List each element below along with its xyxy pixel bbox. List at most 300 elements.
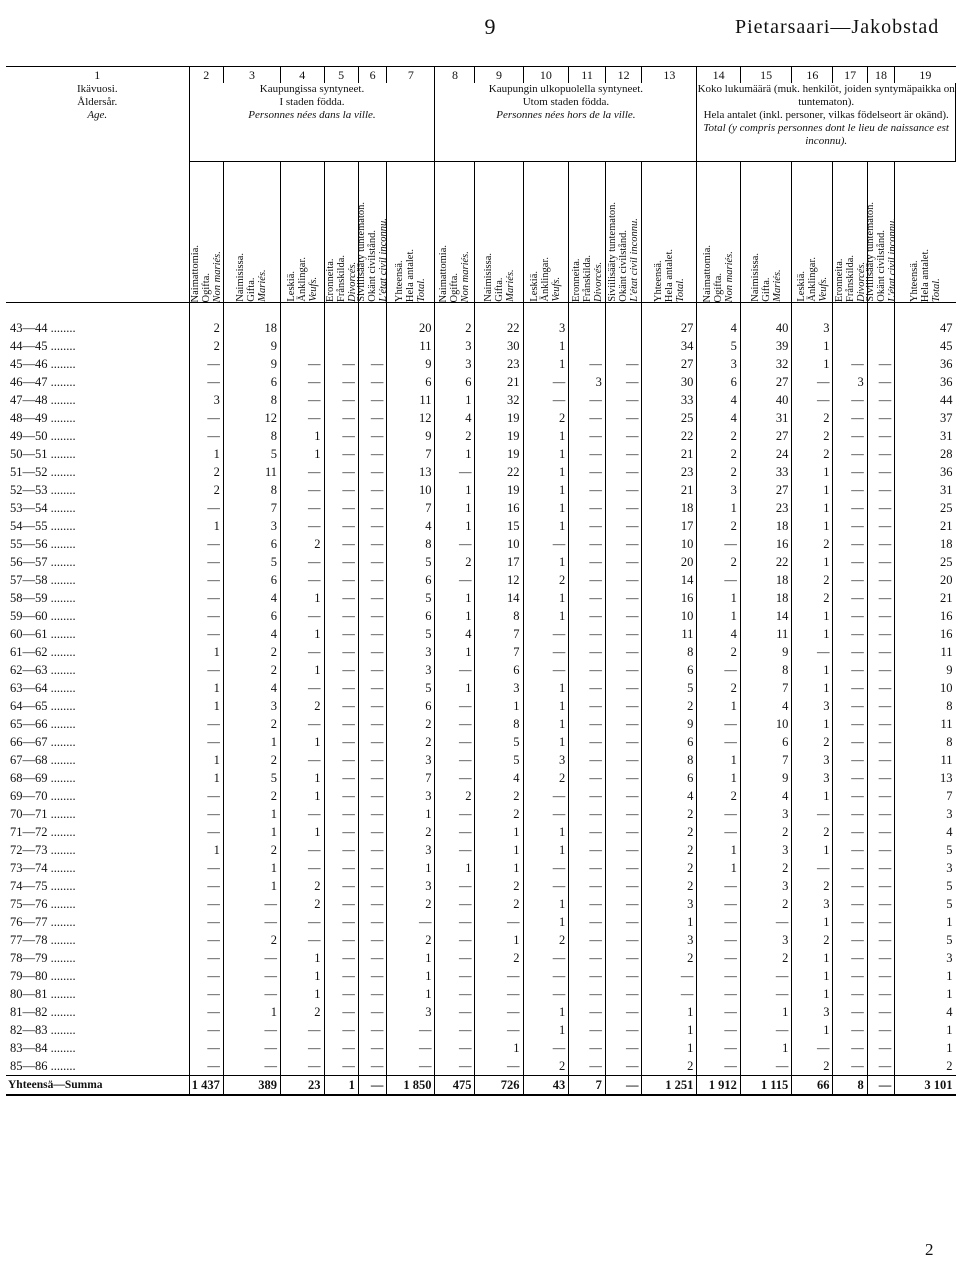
table-cell: 2: [697, 517, 740, 535]
table-row: [6, 319, 956, 337]
subheader-sv: Ogifta.: [200, 272, 212, 302]
table-cell: 2: [792, 535, 833, 553]
table-cell: —: [523, 1039, 569, 1057]
table-cell: 8: [946, 734, 953, 749]
table-cell: —: [833, 553, 867, 571]
table-cell: —: [387, 1021, 435, 1039]
table-cell: —: [697, 877, 740, 895]
table-cell: [569, 319, 606, 337]
table-cell: —: [569, 355, 606, 373]
table-cell: —: [281, 751, 324, 769]
table-row: [6, 859, 956, 877]
table-cell: —: [833, 715, 867, 733]
table-cell: 2: [387, 715, 435, 733]
age-label: [6, 445, 189, 463]
age-range: 83—84: [10, 1040, 48, 1055]
leader-dots: ........: [47, 662, 76, 677]
table-cell: —: [189, 553, 223, 571]
table-cell: 5: [475, 733, 523, 751]
table-cell: —: [358, 841, 387, 859]
table-row: [6, 931, 956, 949]
table-cell: 4: [387, 517, 435, 535]
table-cell: —: [605, 553, 642, 571]
table-cell: —: [569, 463, 606, 481]
subheader-cell: [605, 162, 642, 303]
leader-dots: ........: [47, 860, 76, 875]
table-cell: 39: [740, 337, 791, 355]
table-cell: 1: [792, 949, 833, 967]
table-cell: —: [833, 895, 867, 913]
table-cell: —: [867, 481, 894, 499]
table-cell: 17: [642, 517, 697, 535]
table-cell: —: [867, 445, 894, 463]
table-cell: 2: [792, 733, 833, 751]
table-cell: —: [189, 607, 223, 625]
group-header-sv: I staden födda.: [279, 96, 345, 108]
table-cell: 1: [189, 517, 223, 535]
age-label: [6, 931, 189, 949]
table-cell: 6: [387, 607, 435, 625]
group-header-fr: Personnes nées hors de la ville.: [496, 109, 636, 121]
age-label: [6, 625, 189, 643]
table-cell: 1: [697, 499, 740, 517]
subheader-sv: Ogifta.: [449, 272, 461, 302]
age-label: [6, 751, 189, 769]
subheader-cell: [435, 162, 475, 303]
table-cell: —: [833, 589, 867, 607]
table-cell: 7: [387, 499, 435, 517]
table-row: [6, 589, 956, 607]
column-number-row: [6, 67, 956, 84]
age-label: [6, 787, 189, 805]
table-cell: 1: [523, 355, 569, 373]
table-cell: 5: [642, 679, 697, 697]
table-cell: —: [281, 553, 324, 571]
table-cell: —: [358, 499, 387, 517]
table-cell: 4: [223, 589, 280, 607]
table-cell: 2: [792, 445, 833, 463]
table-cell: [867, 337, 894, 355]
table-cell: 2: [642, 805, 697, 823]
table-cell: 34: [642, 337, 697, 355]
group-header: [435, 83, 697, 162]
age-range: 65—66: [10, 716, 48, 731]
subheader-fi: Naimattomia.: [702, 244, 714, 302]
table-cell: —: [833, 463, 867, 481]
age-range: 55—56: [10, 536, 48, 551]
table-cell: —: [569, 409, 606, 427]
table-cell: —: [358, 967, 387, 985]
table-cell: 1: [523, 733, 569, 751]
age-range: 50—51: [10, 446, 48, 461]
leader-dots: ........: [47, 680, 76, 695]
table-cell: —: [833, 391, 867, 409]
table-cell: —: [605, 967, 642, 985]
table-cell: 3: [946, 806, 953, 821]
table-cell: 3: [740, 877, 791, 895]
table-cell: —: [435, 805, 475, 823]
table-cell: —: [833, 733, 867, 751]
subheader-fr: Divorcés.: [855, 261, 867, 302]
table-cell: —: [358, 859, 387, 877]
subheader-cell: [189, 162, 223, 303]
table-cell: —: [358, 589, 387, 607]
table-cell: 3: [223, 697, 280, 715]
table-cell: 1: [792, 1021, 833, 1039]
table-cell: —: [475, 1003, 523, 1021]
age-range: 71—72: [10, 824, 48, 839]
age-label: [6, 571, 189, 589]
table-cell: 3: [435, 355, 475, 373]
table-cell: —: [867, 985, 894, 1003]
table-cell: 25: [940, 500, 953, 515]
table-cell: 3: [387, 661, 435, 679]
table-cell: —: [867, 499, 894, 517]
table-cell: —: [792, 859, 833, 877]
table-cell: 6: [740, 733, 791, 751]
table-cell: —: [435, 931, 475, 949]
table-cell: 2: [387, 931, 435, 949]
table-cell: 12: [223, 409, 280, 427]
age-range: 78—79: [10, 950, 48, 965]
table-cell: 2: [642, 859, 697, 877]
table-cell: —: [435, 841, 475, 859]
table-cell: —: [740, 967, 791, 985]
column-number: 7: [387, 67, 435, 84]
table-cell: 8: [387, 535, 435, 553]
column-number: 12: [605, 67, 642, 84]
table-cell: 2: [435, 787, 475, 805]
table-cell: —: [189, 913, 223, 931]
table-cell: —: [792, 1039, 833, 1057]
subheader-sv: Gifta.: [246, 277, 258, 302]
table-cell: —: [523, 535, 569, 553]
table-cell: —: [523, 985, 569, 1003]
table-cell: —: [867, 643, 894, 661]
table-cell: 14: [740, 607, 791, 625]
table-cell: —: [697, 805, 740, 823]
subheader-fr: Non mariés.: [724, 250, 736, 302]
age-range: 74—75: [10, 878, 48, 893]
table-cell: 1: [697, 841, 740, 859]
table-cell: —: [281, 499, 324, 517]
table-cell: —: [358, 643, 387, 661]
table-cell: —: [324, 967, 358, 985]
subheader-cell: [833, 162, 867, 303]
subheader-fr: Total.: [674, 278, 686, 302]
table-cell: 18: [223, 319, 280, 337]
table-cell: 4: [435, 409, 475, 427]
table-cell: 44: [940, 392, 953, 407]
table-cell: 1: [792, 553, 833, 571]
table-cell: —: [189, 823, 223, 841]
table-cell: —: [358, 949, 387, 967]
subheader-cell: [387, 162, 435, 303]
table-cell: 2: [740, 823, 791, 841]
table-cell: —: [833, 949, 867, 967]
table-cell: 4: [740, 787, 791, 805]
table-cell: —: [358, 1003, 387, 1021]
table-row: [6, 823, 956, 841]
table-cell: 1: [281, 985, 324, 1003]
table-cell: —: [281, 409, 324, 427]
group-header-fi: Koko lukumäärä (muk. henkilöt, joiden syntymäpaikka on tuntematon).: [697, 83, 955, 108]
table-cell: —: [833, 625, 867, 643]
table-row: [6, 1057, 956, 1076]
table-cell: —: [605, 715, 642, 733]
table-cell: 2: [387, 895, 435, 913]
age-label: [6, 337, 189, 355]
total-row: [6, 1076, 956, 1096]
table-cell: 10: [387, 481, 435, 499]
table-cell: —: [189, 805, 223, 823]
table-cell: —: [475, 1021, 523, 1039]
table-row: [6, 679, 956, 697]
table-cell: 4: [946, 824, 953, 839]
table-cell: 11: [642, 625, 697, 643]
table-row: [6, 895, 956, 913]
table-row: [6, 967, 956, 985]
table-cell: —: [642, 967, 697, 985]
table-row: [6, 355, 956, 373]
table-cell: —: [387, 913, 435, 931]
table-cell: 4: [697, 319, 740, 337]
table-cell: 10: [642, 535, 697, 553]
table-cell: —: [605, 373, 642, 391]
table-cell: —: [697, 1021, 740, 1039]
table-cell: —: [867, 589, 894, 607]
table-cell: —: [324, 823, 358, 841]
table-cell: 2: [697, 463, 740, 481]
table-cell: 40: [740, 319, 791, 337]
subheader-sv: Frånskilda.: [844, 255, 856, 302]
table-cell: —: [358, 733, 387, 751]
table-cell: 21: [642, 445, 697, 463]
age-label: [6, 697, 189, 715]
table-cell: —: [867, 805, 894, 823]
table-cell: —: [523, 661, 569, 679]
table-cell: —: [605, 859, 642, 877]
table-cell: —: [387, 1057, 435, 1076]
table-cell: —: [189, 715, 223, 733]
total-cell: —: [605, 1076, 642, 1096]
age-label: [6, 355, 189, 373]
table-cell: 1: [792, 787, 833, 805]
column-number: 13: [642, 67, 697, 84]
table-cell: 1: [281, 625, 324, 643]
table-cell: —: [324, 427, 358, 445]
leader-dots: ........: [47, 392, 76, 407]
table-row: [6, 985, 956, 1003]
table-cell: —: [223, 985, 280, 1003]
table-cell: —: [324, 697, 358, 715]
total-cell: 475: [435, 1076, 475, 1096]
table-cell: —: [867, 913, 894, 931]
table-cell: 25: [642, 409, 697, 427]
table-row: [6, 841, 956, 859]
table-cell: 3: [387, 841, 435, 859]
table-cell: —: [697, 823, 740, 841]
table-cell: 1: [281, 967, 324, 985]
group-header-fr: Personnes nées dans la ville.: [248, 109, 376, 121]
column-number: 3: [223, 67, 280, 84]
table-cell: 2: [435, 553, 475, 571]
age-label: [6, 373, 189, 391]
table-cell: 36: [940, 356, 953, 371]
table-cell: 14: [475, 589, 523, 607]
table-cell: —: [833, 1039, 867, 1057]
table-cell: —: [324, 841, 358, 859]
table-cell: —: [605, 1021, 642, 1039]
table-cell: —: [569, 643, 606, 661]
table-cell: 1: [740, 1003, 791, 1021]
table-cell: 2: [281, 535, 324, 553]
table-cell: 1: [792, 841, 833, 859]
table-cell: —: [475, 967, 523, 985]
table-cell: —: [740, 913, 791, 931]
table-cell: —: [281, 715, 324, 733]
age-range: 73—74: [10, 860, 48, 875]
leader-dots: ........: [47, 914, 76, 929]
table-cell: —: [358, 1057, 387, 1076]
table-cell: 4: [740, 697, 791, 715]
table-cell: —: [569, 841, 606, 859]
table-cell: —: [569, 1003, 606, 1021]
table-cell: 4: [475, 769, 523, 787]
age-range: 72—73: [10, 842, 48, 857]
table-cell: —: [189, 1003, 223, 1021]
table-cell: 2: [475, 877, 523, 895]
table-cell: —: [867, 553, 894, 571]
table-cell: —: [605, 985, 642, 1003]
column-number: 18: [867, 67, 894, 84]
subheader-sv: Gifta.: [493, 277, 505, 302]
table-cell: 12: [387, 409, 435, 427]
table-cell: —: [189, 1039, 223, 1057]
table-cell: —: [833, 445, 867, 463]
table-cell: —: [605, 895, 642, 913]
table-cell: 1: [189, 751, 223, 769]
table-cell: 3: [740, 931, 791, 949]
table-cell: —: [740, 985, 791, 1003]
table-cell: 2: [435, 319, 475, 337]
table-cell: 2: [697, 679, 740, 697]
table-cell: 2: [523, 409, 569, 427]
table-cell: —: [358, 535, 387, 553]
table-cell: —: [569, 967, 606, 985]
table-cell: 2: [642, 877, 697, 895]
table-cell: 20: [940, 572, 953, 587]
table-cell: 19: [475, 481, 523, 499]
table-cell: 5: [387, 625, 435, 643]
table-cell: —: [358, 805, 387, 823]
table-cell: —: [435, 877, 475, 895]
table-cell: 21: [940, 518, 953, 533]
table-cell: —: [324, 769, 358, 787]
table-cell: —: [833, 859, 867, 877]
table-cell: 2: [697, 427, 740, 445]
table-cell: —: [833, 787, 867, 805]
table-cell: 2: [697, 643, 740, 661]
table-cell: —: [867, 1003, 894, 1021]
table-row: [6, 373, 956, 391]
table-cell: 7: [946, 788, 953, 803]
table-cell: —: [189, 967, 223, 985]
table-cell: —: [523, 625, 569, 643]
subheader-fi: Eronneita.: [324, 258, 336, 302]
subheader-fr: Veufs.: [307, 277, 319, 302]
table-cell: —: [358, 607, 387, 625]
table-row: [6, 949, 956, 967]
table-cell: —: [358, 445, 387, 463]
table-cell: 7: [387, 769, 435, 787]
table-cell: —: [833, 409, 867, 427]
table-cell: 18: [740, 571, 791, 589]
table-cell: 1: [523, 715, 569, 733]
table-cell: 2: [281, 697, 324, 715]
table-cell: 2: [223, 841, 280, 859]
table-cell: —: [281, 1021, 324, 1039]
table-cell: 1: [223, 859, 280, 877]
table-cell: —: [569, 895, 606, 913]
table-cell: —: [867, 931, 894, 949]
table-cell: 2: [946, 1058, 953, 1073]
subheader-cell: [324, 162, 358, 303]
table-cell: —: [605, 409, 642, 427]
table-cell: 9: [642, 715, 697, 733]
table-cell: —: [324, 445, 358, 463]
table-cell: —: [605, 391, 642, 409]
table-cell: 5: [946, 932, 953, 947]
table-cell: —: [697, 715, 740, 733]
table-cell: 2: [792, 589, 833, 607]
table-cell: —: [569, 787, 606, 805]
table-cell: —: [189, 1021, 223, 1039]
table-cell: 6: [223, 535, 280, 553]
table-cell: —: [569, 877, 606, 895]
age-label: [6, 535, 189, 553]
age-range: 70—71: [10, 806, 48, 821]
subheader-fi: Naimisissa.: [235, 253, 247, 302]
table-cell: —: [833, 1003, 867, 1021]
table-cell: 21: [940, 590, 953, 605]
table-cell: 1: [189, 769, 223, 787]
table-cell: —: [435, 769, 475, 787]
table-row: [6, 805, 956, 823]
table-cell: —: [223, 913, 280, 931]
group-header-fi: Kaupungin ulkopuolella syntyneet.: [488, 83, 644, 95]
table-cell: —: [833, 571, 867, 589]
table-cell: 2: [642, 823, 697, 841]
table-cell: 6: [435, 373, 475, 391]
table-cell: —: [358, 985, 387, 1003]
table-cell: 3: [946, 860, 953, 875]
table-cell: 10: [740, 715, 791, 733]
table-cell: —: [324, 985, 358, 1003]
subheader-cell: [864, 162, 898, 303]
table-cell: 1: [792, 661, 833, 679]
table-cell: —: [697, 733, 740, 751]
table-cell: 1: [281, 427, 324, 445]
table-cell: [867, 319, 894, 337]
age-label: [6, 607, 189, 625]
age-range: 44—45: [10, 338, 48, 353]
table-cell: 3: [387, 877, 435, 895]
table-cell: 16: [475, 499, 523, 517]
table-cell: 31: [940, 428, 953, 443]
table-cell: 2: [523, 1057, 569, 1076]
table-cell: 5: [223, 445, 280, 463]
